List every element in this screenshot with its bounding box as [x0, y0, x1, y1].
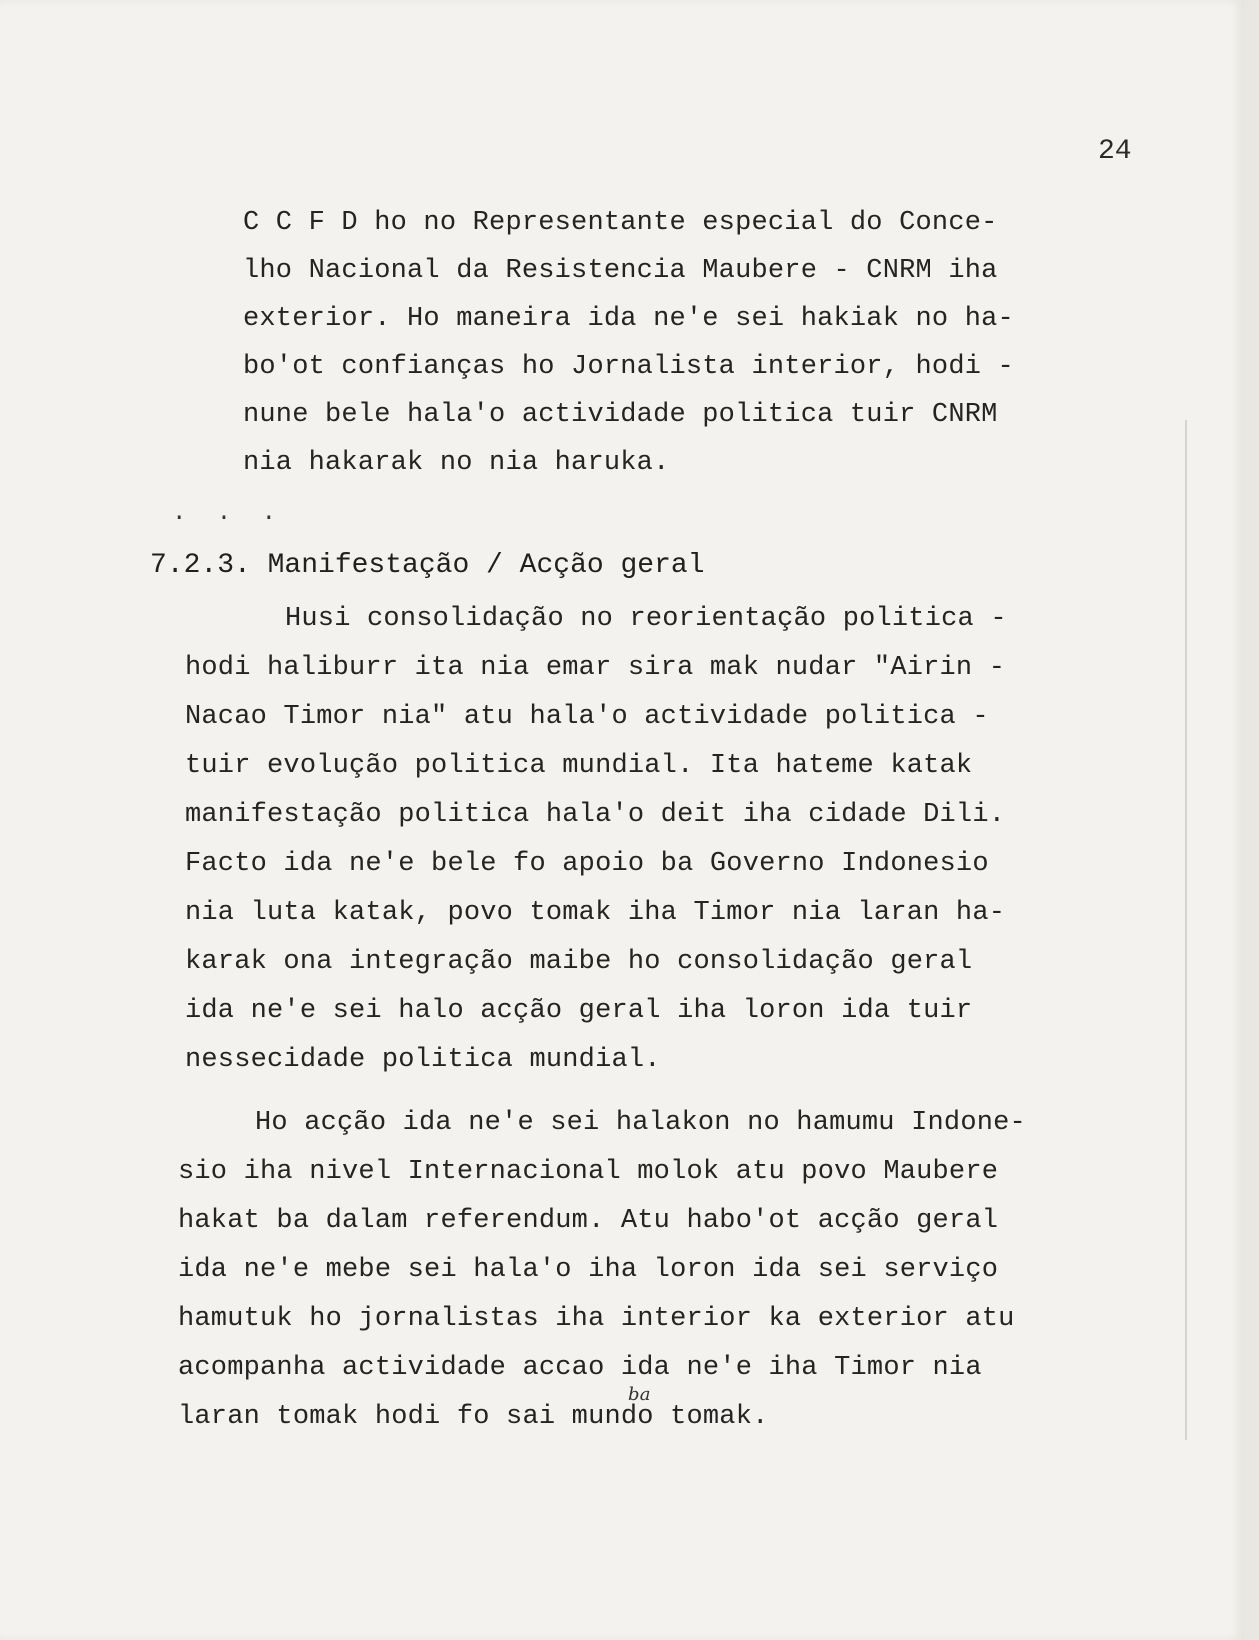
paragraph-2-line: Nacao Timor nia" atu hala'o actividade politica -	[185, 702, 989, 732]
paragraph-1-line: nune bele hala'o actividade politica tuir CNRM	[243, 400, 998, 430]
paragraph-3-line: ida ne'e mebe sei hala'o iha loron ida sei serviço	[178, 1255, 999, 1285]
paragraph-2-line: Facto ida ne'e bele fo apoio ba Governo Indonesio	[185, 849, 989, 879]
paragraph-2-line: tuir evolução politica mundial. Ita hateme katak	[185, 751, 973, 781]
ellipsis-marks: . . .	[172, 500, 285, 527]
paragraph-3-line: hamutuk ho jornalistas iha interior ka exterior atu	[178, 1304, 1015, 1334]
paragraph-1-line: exterior. Ho maneira ida ne'e sei hakiak no ha-	[243, 304, 1014, 334]
paragraph-1-line: lho Nacional da Resistencia Maubere - CNRM iha	[243, 256, 998, 286]
paragraph-2-line: nia luta katak, povo tomak iha Timor nia laran ha-	[185, 898, 1006, 928]
paragraph-3-line: Ho acção ida ne'e sei halakon no hamumu Indone-	[255, 1108, 1026, 1138]
paragraph-3-line: sio iha nivel Internacional molok atu povo Maubere	[178, 1157, 999, 1187]
margin-rule	[1185, 420, 1187, 1440]
paragraph-2-line: ida ne'e sei halo acção geral iha loron ida tuir	[185, 996, 973, 1026]
paragraph-2-line: Husi consolidação no reorientação politica -	[285, 604, 1007, 634]
page-number: 24	[1098, 136, 1132, 167]
paragraph-3-line: hakat ba dalam referendum. Atu habo'ot acção geral	[178, 1206, 999, 1236]
paragraph-3-line: laran tomak hodi fo sai mundo tomak.	[178, 1402, 769, 1432]
paragraph-2-line: manifestação politica hala'o deit iha cidade Dili.	[185, 800, 1006, 830]
handwritten-insertion: ba	[628, 1384, 651, 1405]
paragraph-3-line: acompanha actividade accao ida ne'e iha Timor nia	[178, 1353, 982, 1383]
paragraph-2-line: karak ona integração maibe ho consolidação geral	[185, 947, 973, 977]
paragraph-2-line: hodi haliburr ita nia emar sira mak nudar "Airin -	[185, 653, 1006, 683]
section-heading: 7.2.3. Manifestação / Acção geral	[150, 550, 705, 581]
paragraph-1-line: C C F D ho no Representante especial do Conce-	[243, 208, 998, 238]
paragraph-2-line: nessecidade politica mundial.	[185, 1045, 661, 1075]
paragraph-1-line: nia hakarak no nia haruka.	[243, 448, 670, 478]
paragraph-1-line: bo'ot confianças ho Jornalista interior, hodi -	[243, 352, 1014, 382]
